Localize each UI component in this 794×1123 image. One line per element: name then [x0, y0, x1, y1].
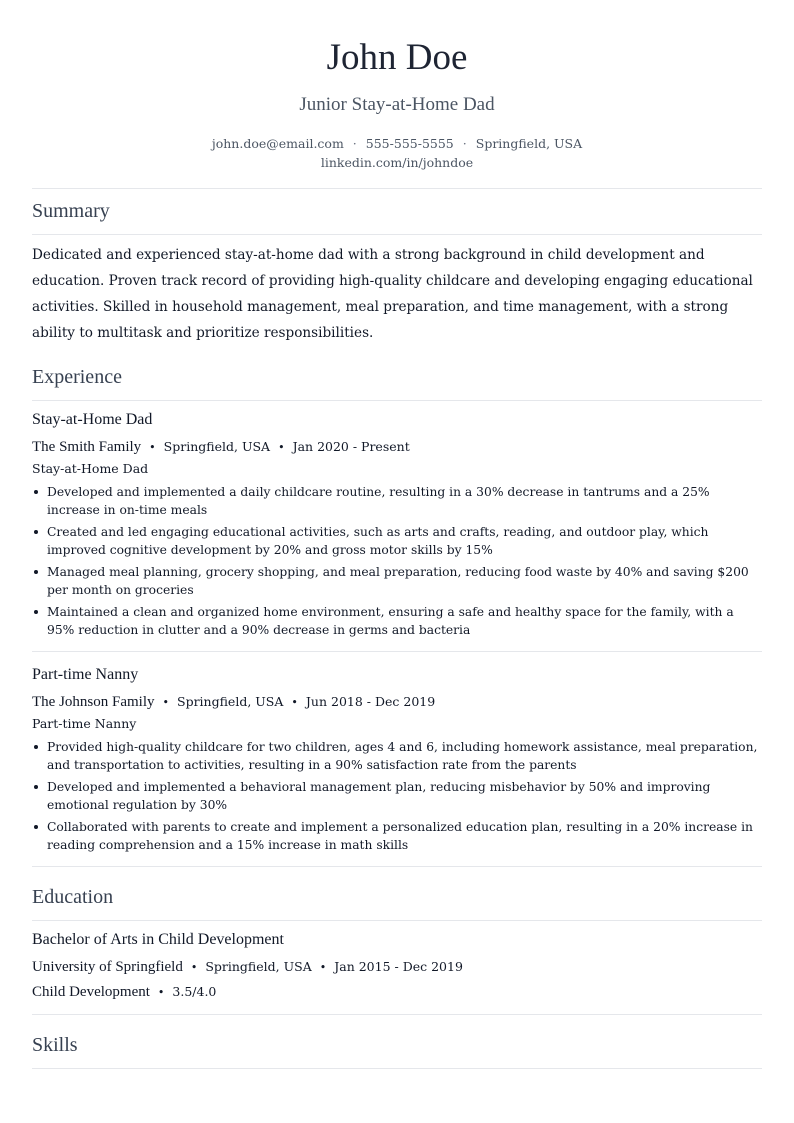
location-text: Springfield, USA: [475, 136, 583, 151]
job-organization: The Johnson Family: [32, 694, 155, 710]
job-location: Springfield, USA: [177, 694, 284, 709]
education-dates: Jan 2015 - Dec 2019: [334, 959, 463, 974]
section-heading-experience: Experience: [32, 366, 122, 388]
meta-dot: •: [291, 696, 298, 709]
field-of-study: Child Development: [32, 984, 150, 1000]
linkedin-line: [32, 154, 762, 172]
section-heading-skills: Skills: [32, 1034, 78, 1056]
school-location: Springfield, USA: [205, 959, 312, 974]
divider: [32, 188, 762, 189]
candidate-name: John Doe: [326, 37, 468, 78]
list-item: Managed meal planning, grocery shopping, and meal preparation, reducing food waste by 40% and saving $200 per month on groceries: [32, 563, 762, 599]
email-link[interactable]: john.doe@email.com: [211, 136, 344, 151]
list-item: Collaborated with parents to create and implement a personalized education plan, resulting in a 20% increase in reading comprehension and a 15% increase in math skills: [32, 818, 762, 854]
contact-line: [32, 135, 762, 153]
job-role: Stay-at-Home Dad: [32, 461, 149, 476]
divider: [32, 400, 762, 401]
job-bullets: [32, 483, 762, 643]
divider: [32, 651, 762, 652]
summary-text: Dedicated and experienced stay-at-home dad with a strong background in child development and education. Proven track record of providing high-quality childcare and developing engaging educational activities. Skilled in household management, meal preparation, and time management, with a strong ability to multitask and prioritize responsibilities.: [32, 247, 753, 341]
job-meta: [32, 436, 410, 458]
meta-dot: •: [190, 961, 198, 974]
divider: [32, 920, 762, 921]
divider: [32, 234, 762, 235]
job-bullets: [32, 738, 762, 858]
job-organization: The Smith Family: [32, 439, 142, 455]
list-item: Developed and implemented a daily childcare routine, resulting in a 30% decrease in tantrums and a 25% increase in on-time meals: [32, 483, 762, 519]
contact-separator: ·: [462, 136, 467, 151]
list-item: Developed and implemented a behavioral management plan, reducing misbehavior by 50% and improving emotional regulation by 30%: [32, 778, 762, 814]
divider: [32, 1014, 762, 1015]
degree-title: Bachelor of Arts in Child Development: [32, 931, 284, 948]
job-location: Springfield, USA: [163, 439, 271, 454]
linkedin-link[interactable]: linkedin.com/in/johndoe: [320, 155, 474, 170]
list-item: Provided high-quality childcare for two children, ages 4 and 6, including homework assistance, meal preparation, and transportation to activities, resulting in a 90% satisfaction rate from the parents: [32, 738, 762, 774]
section-heading-education: Education: [32, 886, 114, 908]
job-title: Stay-at-Home Dad: [32, 411, 153, 428]
education-field-line: [32, 981, 216, 1003]
gpa-value: 3.5/4.0: [172, 984, 217, 999]
education-meta: [32, 956, 463, 978]
divider: [32, 1068, 762, 1069]
divider: [32, 866, 762, 867]
meta-dot: •: [162, 696, 169, 709]
list-item: Created and led engaging educational activities, such as arts and crafts, reading, and outdoor play, which improved cognitive development by 20% and gross motor skills by 15%: [32, 523, 762, 559]
meta-dot: •: [278, 441, 285, 454]
list-item: Maintained a clean and organized home environment, ensuring a safe and healthy space for the family, with a 95% reduction in clutter and a 90% decrease in germs and bacteria: [32, 603, 762, 639]
job-dates: Jun 2018 - Dec 2019: [305, 694, 436, 709]
contact-separator: ·: [352, 136, 357, 151]
meta-dot: •: [149, 441, 156, 454]
job-meta: [32, 691, 435, 713]
job-dates: Jan 2020 - Present: [292, 439, 410, 454]
meta-dot: •: [319, 961, 327, 974]
job-role: Part-time Nanny: [32, 716, 137, 731]
phone-text: 555-555-5555: [365, 136, 454, 151]
meta-dot: •: [157, 986, 165, 999]
section-heading-summary: Summary: [32, 200, 110, 222]
school-name: University of Springfield: [32, 959, 183, 975]
job-title: Part-time Nanny: [32, 666, 139, 683]
candidate-title: Junior Stay-at-Home Dad: [299, 94, 495, 115]
